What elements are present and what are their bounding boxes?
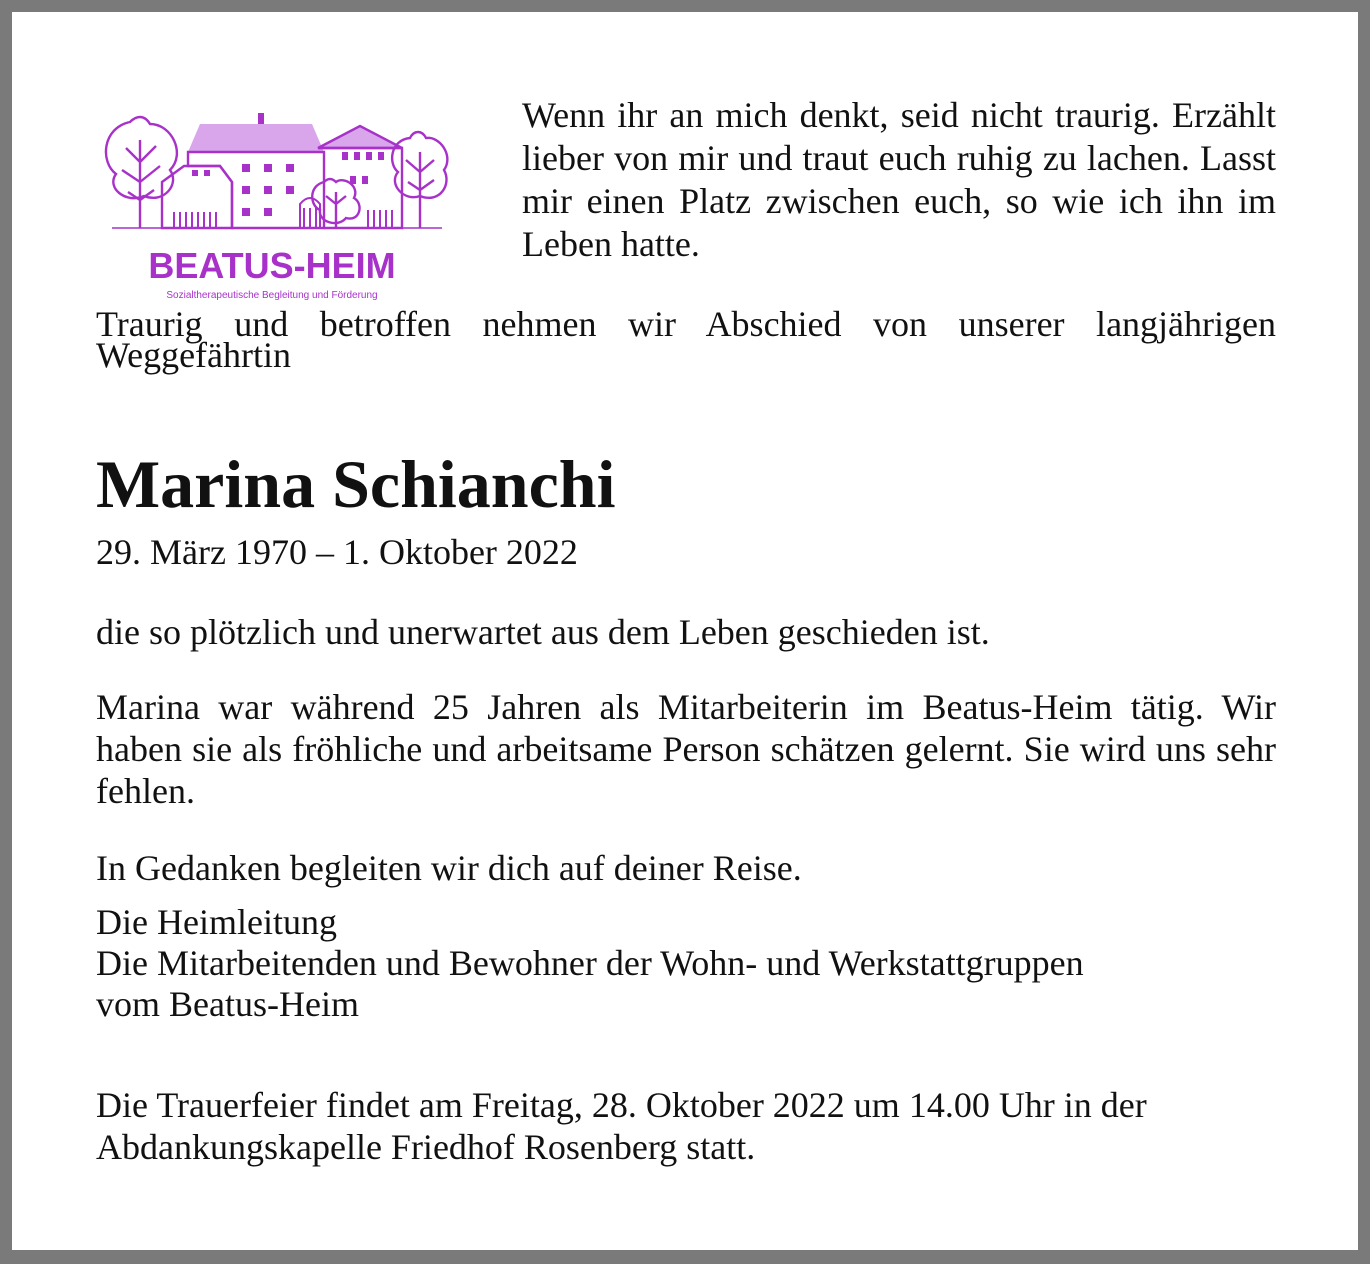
closing-thought: In Gedanken begleiten wir dich auf deiner Reise. (96, 848, 802, 888)
signer-line: Die Heimleitung (96, 902, 337, 942)
passing-sentence: die so plötzlich und unerwartet aus dem Leben geschieden ist. (96, 612, 990, 652)
deceased-name: Marina Schianchi (96, 446, 616, 522)
funeral-notice: Die Trauerfeier findet am Freitag, 28. Oktober 2022 um 14.00 Uhr in der Abdankungskapelle Friedhof Rosenberg statt. (96, 1085, 1147, 1167)
signer-line: Die Mitarbeitenden und Bewohner der Wohn- und Werkstattgruppen (96, 943, 1084, 983)
tribute-paragraph: Marina war während 25 Jahren als Mitarbeiterin im Beatus-Heim tätig. Wir haben sie als fröhliche und arbeitsame Person schätzen gelernt. Sie wird uns sehr fehlen. (96, 687, 1276, 811)
obituary-page (12, 12, 1358, 1250)
logo-tagline: Sozialtherapeutische Begleitung und Förderung (166, 290, 378, 301)
life-dates: 29. März 1970 – 1. Oktober 2022 (96, 532, 578, 572)
logo-graphic (92, 100, 452, 305)
logo-name: BEATUS-HEIM (148, 245, 396, 286)
farewell-intro: Traurig und betroffen nehmen wir Abschied von unserer langjährigen Weggefährtin (96, 304, 1276, 375)
beatus-heim-logo (92, 100, 452, 305)
memorial-quote: Wenn ihr an mich denkt, seid nicht traurig. Erzählt lieber von mir und traut euch ruhig zu lachen. Lasst mir einen Platz zwischen euch, so wie ich ihn im Leben hatte. (522, 95, 1276, 264)
signers-block (96, 902, 1276, 1025)
signer-line: vom Beatus-Heim (96, 984, 359, 1024)
